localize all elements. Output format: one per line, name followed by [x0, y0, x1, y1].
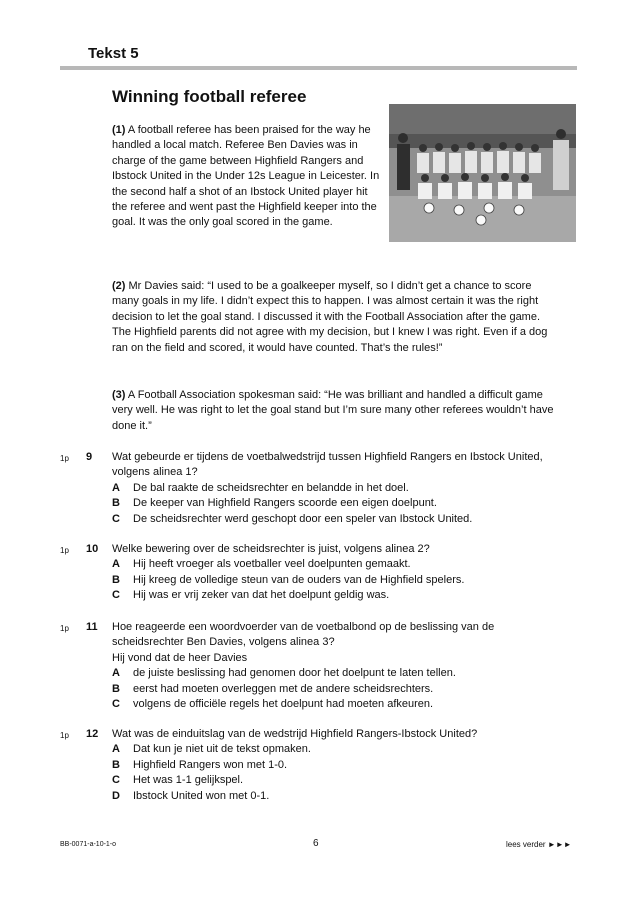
- option-text: Hij heeft vroeger als voetballer veel doelpunten gemaakt.: [133, 558, 411, 571]
- option-c[interactable]: [112, 512, 552, 527]
- option-letter: A: [112, 667, 120, 680]
- question-points: 1p: [60, 546, 69, 555]
- option-text: Hij kreeg de volledige steun van de ouders van de Highfield spelers.: [133, 573, 465, 586]
- option-c[interactable]: [112, 773, 552, 788]
- question-number: 9: [86, 451, 93, 463]
- option-text: Highfield Rangers won met 1-0.: [133, 758, 288, 771]
- option-a[interactable]: [112, 557, 552, 572]
- option-text: De bal raakte de scheidsrechter en belandde in het doel.: [133, 481, 409, 494]
- continue-note: lees verder ►►►: [506, 840, 572, 849]
- question-number: 11: [86, 621, 98, 633]
- option-letter: A: [112, 558, 120, 571]
- option-a[interactable]: [112, 742, 552, 757]
- option-text: volgens de officiële regels het doelpunt had moeten afkeuren.: [133, 698, 434, 710]
- team-photo: [389, 104, 576, 242]
- option-letter: B: [112, 497, 120, 510]
- option-text: Het was 1-1 gelijkspel.: [133, 774, 244, 787]
- option-letter: B: [112, 682, 120, 695]
- option-b[interactable]: [112, 496, 552, 511]
- option-letter: B: [112, 758, 120, 771]
- paragraph-3: [112, 388, 560, 434]
- question-points: 1p: [60, 454, 69, 463]
- option-b[interactable]: [112, 573, 552, 588]
- exam-code: BB-0071-a-10-1-o: [60, 841, 117, 848]
- paragraph-text: A football referee has been praised for the way he handled a local match. Referee Ben Davies was in charge of the game between Highfield Rangers and Ibstock United in the Under 12s League in Leicester. In the second half a shot of an Ibstock United player hit the referee and went past the Highfield keeper into the goal. It was the only goal scored in the game.: [112, 124, 380, 229]
- question-number: 10: [86, 543, 99, 555]
- option-letter: C: [112, 512, 120, 525]
- question-text: Wat gebeurde er tijdens de voetbalwedstrijd tussen Highfield Rangers en Ibstock United, volgens alinea 1?: [112, 451, 543, 479]
- header-divider: [60, 66, 577, 70]
- option-d[interactable]: [112, 789, 552, 804]
- option-a[interactable]: [112, 666, 552, 681]
- paragraph-2: [112, 279, 560, 356]
- question-text: Wat was de einduitslag van de wedstrijd Highfield Rangers-Ibstock United?: [112, 728, 478, 740]
- paragraph-text: Mr Davies said: “I used to be a goalkeeper myself, so I didn’t get a chance to score many goals in my life. I didn’t expect this to happen. I was almost certain it was the right decision to let the goal stand. I discussed it with the Football Association after the game. The Highfield parents did not agree with my decision, but I knew I was right. Even if a dog ran on the field and scored, it would have counted. That’s the rules!”: [112, 280, 548, 354]
- paragraph-number: (1): [112, 124, 126, 136]
- question-points: 1p: [60, 731, 69, 740]
- option-letter: A: [112, 743, 120, 756]
- question-text: Welke bewering over de scheidsrechter is juist, volgens alinea 2?: [112, 543, 430, 555]
- option-text: de juiste beslissing had genomen door het doelpunt te laten tellen.: [133, 667, 456, 680]
- question-points: 1p: [60, 624, 69, 633]
- option-b[interactable]: [112, 758, 552, 773]
- option-letter: B: [112, 573, 120, 586]
- question-lead: Hij vond dat de heer Davies: [112, 651, 248, 664]
- article-title: Winning football referee: [112, 87, 307, 106]
- option-text: Dat kun je niet uit de tekst opmaken.: [133, 743, 311, 756]
- option-letter: C: [112, 698, 120, 710]
- question-text: Hoe reageerde een woordvoerder van de voetbalbond op de beslissing van de scheidsrechter Ben Davies, volgens alinea 3?: [112, 621, 495, 649]
- option-text: De scheidsrechter werd geschopt door een speler van Ibstock United.: [133, 512, 473, 525]
- option-text: eerst had moeten overleggen met de andere scheidsrechters.: [133, 682, 434, 695]
- option-text: De keeper van Highfield Rangers scoorde een eigen doelpunt.: [133, 497, 437, 510]
- paragraph-number: (2): [112, 280, 126, 292]
- option-c[interactable]: [112, 588, 552, 603]
- question-number: 12: [86, 728, 99, 740]
- option-letter: C: [112, 589, 120, 602]
- option-letter: D: [112, 789, 120, 802]
- section-title: Tekst 5: [88, 45, 139, 62]
- option-c[interactable]: [112, 697, 552, 712]
- option-text: Ibstock United won met 0-1.: [133, 789, 270, 802]
- option-text: Hij was er vrij zeker van dat het doelpunt geldig was.: [133, 589, 390, 602]
- option-a[interactable]: [112, 481, 552, 496]
- paragraph-text: A Football Association spokesman said: “He was brilliant and handled a difficult game very well. He was right to let the goal stand but I’m sure many other referees wouldn’t have done it.”: [112, 389, 554, 432]
- option-b[interactable]: [112, 682, 552, 697]
- paragraph-1: [112, 123, 380, 231]
- page-number: 6: [313, 838, 319, 849]
- option-letter: C: [112, 774, 120, 787]
- option-letter: A: [112, 481, 120, 494]
- paragraph-number: (3): [112, 389, 126, 401]
